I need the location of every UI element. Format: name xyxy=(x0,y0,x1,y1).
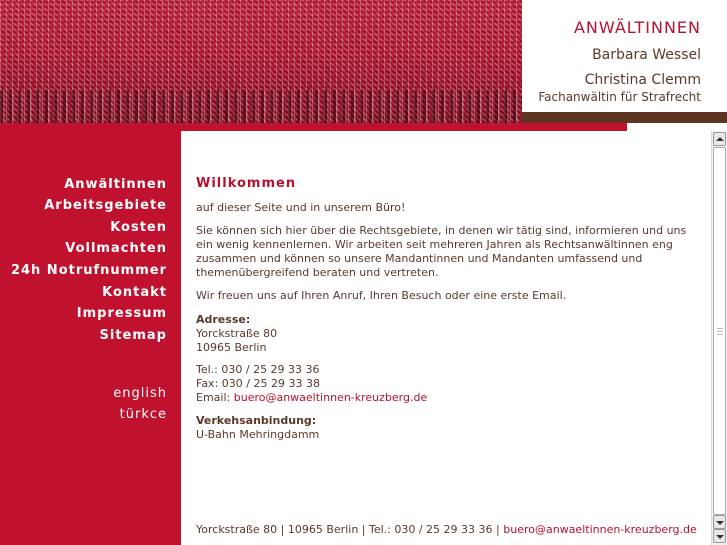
nav-item-notrufnummer[interactable]: 24h Notrufnummer xyxy=(10,263,167,278)
address-city: 10965 Berlin xyxy=(196,341,267,354)
nav-item-impressum[interactable]: Impressum xyxy=(76,306,167,321)
nav-item-sitemap[interactable]: Sitemap xyxy=(99,328,167,343)
nav-item-anwaeltinnen[interactable]: Anwältinnen xyxy=(64,177,167,192)
lawyer-name-2-subtitle: Fachanwältin für Strafrecht xyxy=(538,90,701,104)
page-header xyxy=(0,0,727,123)
phone-number: Tel.: 030 / 25 29 33 36 xyxy=(196,363,320,376)
arrow-down-icon xyxy=(716,535,724,539)
invitation-paragraph: Wir freuen uns auf Ihren Anruf, Ihren Besuch oder eine erste Email. xyxy=(196,289,567,302)
nav-item-kontakt[interactable]: Kontakt xyxy=(102,285,167,300)
scroll-down-button[interactable] xyxy=(713,515,726,529)
page-title: Willkommen xyxy=(196,176,297,191)
arrow-up-icon xyxy=(716,137,724,141)
header-red-strip xyxy=(0,123,627,131)
header-accent-bar xyxy=(522,112,727,123)
footer-email-link[interactable]: buero@anwaeltinnen-kreuzberg.de xyxy=(503,523,697,536)
email-link[interactable]: buero@anwaeltinnen-kreuzberg.de xyxy=(233,391,428,404)
lang-link-english[interactable]: english xyxy=(113,386,167,401)
scroll-up-button[interactable] xyxy=(713,132,726,146)
transport-value: U-Bahn Mehringdamm xyxy=(196,428,320,441)
contact-block xyxy=(196,363,691,405)
address-label: Adresse: xyxy=(196,313,251,326)
transport-label: Verkehsanbindung: xyxy=(196,414,317,427)
nav-item-vollmachten[interactable]: Vollmachten xyxy=(65,241,167,256)
lang-link-turkce[interactable]: türkce xyxy=(119,407,167,422)
arrow-down-icon xyxy=(716,521,724,525)
nav-item-kosten[interactable]: Kosten xyxy=(110,220,167,235)
transport-block xyxy=(196,414,691,442)
lawyer-name-2: Christina Clemm xyxy=(584,72,701,88)
header-title-box xyxy=(522,0,727,112)
intro-text: auf dieser Seite und in unserem Büro! xyxy=(196,201,406,214)
page-footer xyxy=(196,523,697,536)
email-line xyxy=(196,391,691,405)
scrollbar-thumb[interactable] xyxy=(713,147,726,515)
email-label: Email: xyxy=(196,391,231,404)
footer-address: Yorckstraße 80 | 10965 Berlin | Tel.: 030 / 25 29 33 36 | xyxy=(196,523,500,536)
vertical-scrollbar[interactable] xyxy=(711,131,727,545)
description-paragraph: Sie können sich hier über die Rechtsgebiete, in denen wir tätig sind, informieren und uns ein wenig kennenlernen. Wir arbeiten seit mehreren Jahren als Rechtsanwältinnen eng zusammen und können so unsere Mandantinnen und Mandanten umfassend und themenübergreifend beraten und vertreten. xyxy=(196,224,687,279)
header-banner-image xyxy=(0,0,522,123)
lawyer-name-1: Barbara Wessel xyxy=(592,47,701,63)
firm-title: ANWÄLTINNEN xyxy=(573,18,701,37)
address-block xyxy=(196,313,691,355)
scroll-down-button-2[interactable] xyxy=(713,529,726,543)
address-street: Yorckstraße 80 xyxy=(196,327,278,340)
sidebar-nav xyxy=(0,131,181,545)
fax-number: Fax: 030 / 25 29 33 38 xyxy=(196,377,320,390)
nav-item-arbeitsgebiete[interactable]: Arbeitsgebiete xyxy=(44,198,167,213)
